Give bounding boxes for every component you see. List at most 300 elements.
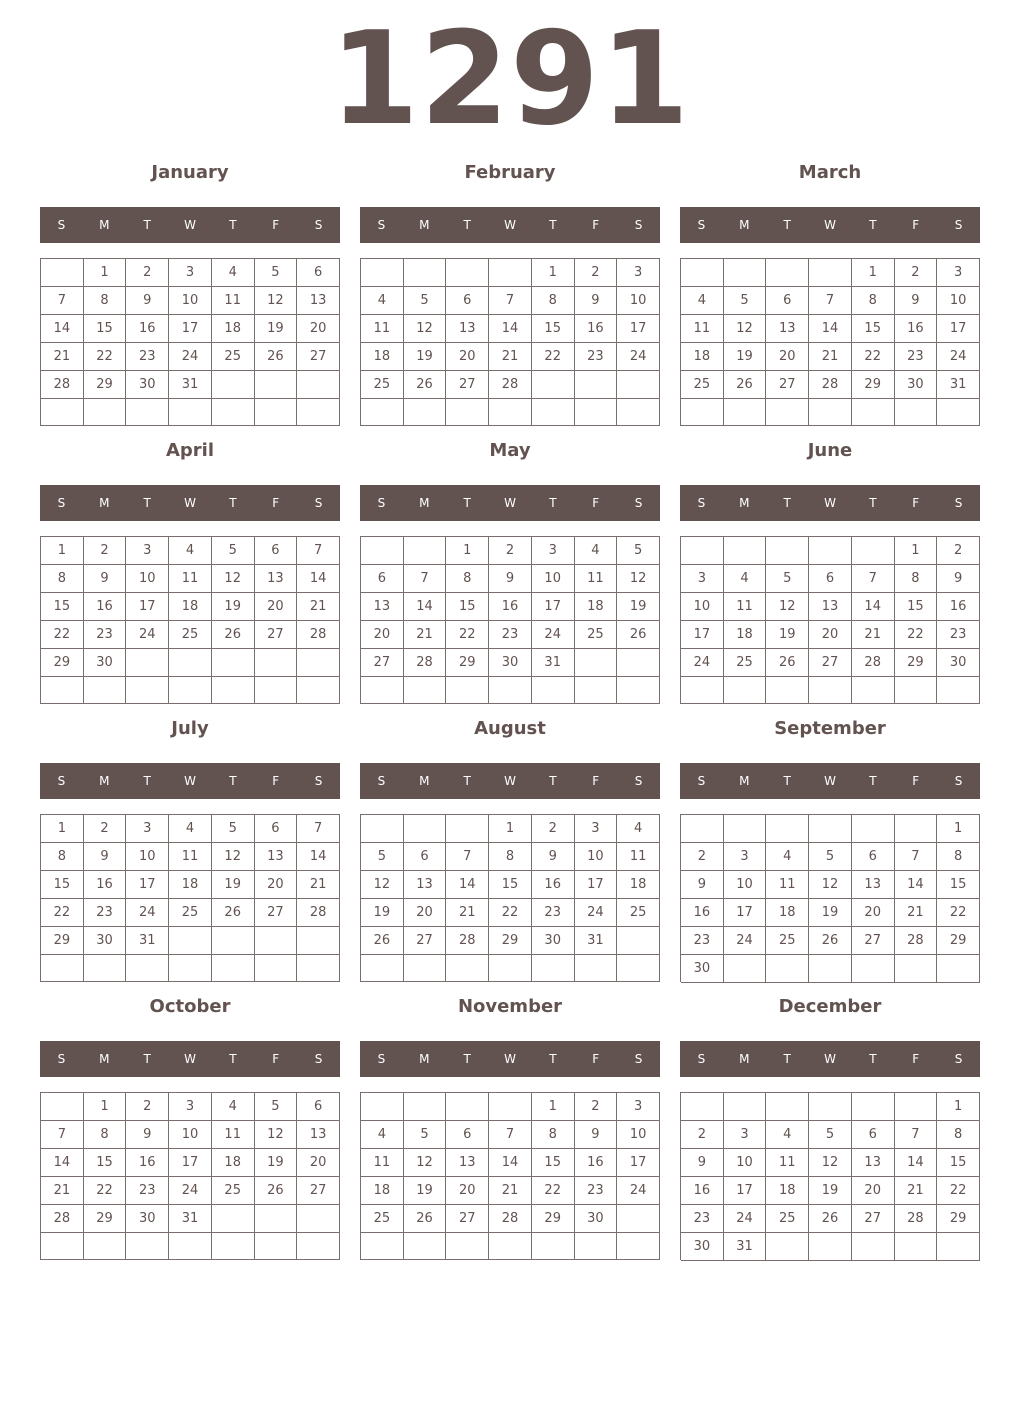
day-cell: 8 [84, 287, 127, 315]
day-cell: 18 [212, 1149, 255, 1177]
empty-day-cell [809, 259, 852, 287]
empty-day-cell [126, 677, 169, 704]
weekday-header: M [739, 496, 750, 510]
day-cell: 13 [809, 593, 852, 621]
day-cell: 29 [852, 371, 895, 399]
empty-day-cell [852, 537, 895, 565]
empty-day-cell [532, 955, 575, 982]
weekday-header: W [824, 496, 836, 510]
day-cell: 25 [361, 1205, 404, 1233]
empty-day-cell [895, 955, 938, 983]
day-cell: 24 [681, 649, 724, 677]
weekday-header: S [954, 218, 963, 232]
day-cell: 5 [361, 843, 404, 871]
day-cell: 1 [489, 815, 532, 843]
empty-day-cell [297, 1205, 340, 1233]
day-cell: 4 [766, 843, 809, 871]
day-cell: 26 [255, 343, 298, 371]
day-cell: 18 [681, 343, 724, 371]
empty-day-cell [41, 955, 84, 982]
day-cell: 8 [489, 843, 532, 871]
day-cell: 9 [895, 287, 938, 315]
day-cell: 19 [255, 1149, 298, 1177]
day-cell: 30 [681, 1233, 724, 1261]
day-cell: 2 [681, 1121, 724, 1149]
empty-day-cell [297, 371, 340, 399]
day-cell: 16 [126, 315, 169, 343]
day-cell: 25 [681, 371, 724, 399]
weekday-header: T [463, 496, 471, 510]
empty-day-cell [766, 677, 809, 704]
day-cell: 27 [852, 927, 895, 955]
day-cell: 11 [169, 565, 212, 593]
day-cell: 29 [532, 1205, 575, 1233]
day-cell: 8 [84, 1121, 127, 1149]
day-cell: 12 [255, 287, 298, 315]
day-cell: 4 [212, 1093, 255, 1121]
empty-day-cell [681, 259, 724, 287]
month-march [680, 156, 980, 426]
day-cell: 8 [895, 565, 938, 593]
day-cell: 8 [41, 565, 84, 593]
day-cell: 29 [446, 649, 489, 677]
day-cell: 26 [766, 649, 809, 677]
weekday-header: F [912, 1052, 920, 1066]
empty-day-cell [937, 399, 980, 426]
day-cell: 11 [681, 315, 724, 343]
day-cell: 21 [489, 343, 532, 371]
day-cell: 30 [84, 649, 127, 677]
day-cell: 24 [617, 343, 660, 371]
weekday-header: S [57, 774, 66, 788]
day-cell: 19 [212, 871, 255, 899]
day-cell: 9 [575, 1121, 618, 1149]
empty-day-cell [532, 399, 575, 426]
day-cell: 10 [126, 565, 169, 593]
day-cell: 9 [489, 565, 532, 593]
weekday-header: T [229, 774, 237, 788]
day-cell: 24 [617, 1177, 660, 1205]
day-cell: 21 [41, 1177, 84, 1205]
day-cell: 28 [41, 1205, 84, 1233]
empty-day-cell [404, 815, 447, 843]
day-cell: 15 [532, 1149, 575, 1177]
day-cell: 29 [41, 649, 84, 677]
empty-day-cell [852, 1093, 895, 1121]
day-cell: 20 [852, 899, 895, 927]
day-cell: 12 [404, 1149, 447, 1177]
weekday-header: F [912, 496, 920, 510]
empty-day-cell [895, 815, 938, 843]
day-cell: 15 [937, 871, 980, 899]
empty-day-cell [126, 649, 169, 677]
empty-day-cell [681, 677, 724, 704]
day-cell: 24 [575, 899, 618, 927]
day-cell: 24 [169, 1177, 212, 1205]
day-cell: 4 [361, 287, 404, 315]
day-cell: 9 [84, 843, 127, 871]
empty-day-cell [255, 955, 298, 982]
weekday-header: S [57, 218, 66, 232]
day-cell: 30 [575, 1205, 618, 1233]
empty-day-cell [852, 955, 895, 983]
day-cell: 24 [532, 621, 575, 649]
month-june [680, 434, 980, 704]
day-cell: 15 [489, 871, 532, 899]
day-cell: 28 [41, 371, 84, 399]
empty-day-cell [489, 1233, 532, 1260]
day-cell: 14 [41, 315, 84, 343]
weekday-header-bar [360, 485, 660, 521]
month-april [40, 434, 340, 704]
day-cell: 17 [126, 871, 169, 899]
day-cell: 30 [489, 649, 532, 677]
day-cell: 21 [297, 871, 340, 899]
day-cell: 24 [724, 1205, 767, 1233]
weekday-header: W [824, 218, 836, 232]
empty-day-cell [724, 537, 767, 565]
empty-day-cell [575, 399, 618, 426]
empty-day-cell [724, 399, 767, 426]
empty-day-cell [126, 399, 169, 426]
day-cell: 15 [446, 593, 489, 621]
empty-day-cell [809, 955, 852, 983]
weekday-header: T [229, 1052, 237, 1066]
day-cell: 6 [361, 565, 404, 593]
day-cell: 6 [255, 537, 298, 565]
day-cell: 18 [724, 621, 767, 649]
day-cell: 9 [575, 287, 618, 315]
weekday-header: S [57, 1052, 66, 1066]
weekday-header: W [824, 774, 836, 788]
weekday-header: M [419, 496, 430, 510]
weekday-header: M [99, 1052, 110, 1066]
day-cell: 27 [766, 371, 809, 399]
day-cell: 23 [681, 1205, 724, 1233]
empty-day-cell [724, 677, 767, 704]
day-cell: 31 [126, 927, 169, 955]
empty-day-cell [255, 649, 298, 677]
empty-day-cell [617, 371, 660, 399]
day-cell: 16 [895, 315, 938, 343]
day-cell: 11 [766, 1149, 809, 1177]
day-cell: 19 [809, 899, 852, 927]
month-name: June [807, 440, 853, 461]
month-name: November [457, 996, 563, 1017]
day-cell: 19 [212, 593, 255, 621]
day-cell: 21 [895, 1177, 938, 1205]
empty-day-cell [169, 677, 212, 704]
day-cell: 30 [126, 371, 169, 399]
empty-day-cell [575, 677, 618, 704]
month-december [680, 990, 980, 1260]
empty-day-cell [361, 259, 404, 287]
empty-day-cell [489, 677, 532, 704]
day-cell: 11 [169, 843, 212, 871]
day-cell: 5 [255, 1093, 298, 1121]
day-cell: 21 [895, 899, 938, 927]
empty-day-cell [766, 815, 809, 843]
empty-day-cell [446, 955, 489, 982]
day-cell: 12 [724, 315, 767, 343]
weekday-header: T [783, 218, 791, 232]
day-cell: 27 [255, 899, 298, 927]
empty-day-cell [404, 1093, 447, 1121]
day-cell: 26 [724, 371, 767, 399]
empty-day-cell [446, 399, 489, 426]
day-cell: 10 [169, 1121, 212, 1149]
weekday-header: S [954, 1052, 963, 1066]
weekday-header: T [783, 496, 791, 510]
day-cell: 5 [404, 287, 447, 315]
weekday-header-bar [40, 485, 340, 521]
empty-day-cell [255, 1205, 298, 1233]
day-cell: 22 [532, 1177, 575, 1205]
weekday-header: M [99, 218, 110, 232]
day-cell: 25 [361, 371, 404, 399]
month-september [680, 712, 980, 982]
day-cell: 12 [766, 593, 809, 621]
empty-day-cell [852, 399, 895, 426]
empty-day-cell [297, 1233, 340, 1260]
day-cell: 8 [532, 287, 575, 315]
day-cell: 7 [489, 287, 532, 315]
day-cell: 10 [681, 593, 724, 621]
weekday-header: T [143, 774, 151, 788]
empty-day-cell [617, 927, 660, 955]
day-cell: 25 [169, 621, 212, 649]
day-cell: 14 [895, 1149, 938, 1177]
day-cell: 19 [766, 621, 809, 649]
day-cell: 7 [852, 565, 895, 593]
day-cell: 28 [895, 1205, 938, 1233]
day-cell: 27 [404, 927, 447, 955]
day-cell: 3 [617, 1093, 660, 1121]
day-cell: 7 [41, 287, 84, 315]
day-cell: 16 [532, 871, 575, 899]
empty-day-cell [84, 677, 127, 704]
weekday-header-bar [40, 763, 340, 799]
day-cell: 3 [681, 565, 724, 593]
weekday-header: M [419, 774, 430, 788]
day-cell: 18 [575, 593, 618, 621]
day-cell: 20 [809, 621, 852, 649]
day-cell: 14 [41, 1149, 84, 1177]
day-cell: 21 [852, 621, 895, 649]
day-cell: 20 [297, 315, 340, 343]
day-cell: 1 [895, 537, 938, 565]
month-name: February [464, 162, 556, 183]
weekday-header: F [592, 496, 600, 510]
day-cell: 22 [84, 343, 127, 371]
weekday-header-bar [40, 1041, 340, 1077]
weekday-header: S [634, 218, 643, 232]
day-cell: 20 [297, 1149, 340, 1177]
day-cell: 27 [852, 1205, 895, 1233]
day-cell: 6 [297, 1093, 340, 1121]
day-cell: 5 [809, 1121, 852, 1149]
day-cell: 21 [41, 343, 84, 371]
empty-day-cell [297, 399, 340, 426]
weekday-header: W [184, 1052, 196, 1066]
day-cell: 13 [446, 315, 489, 343]
day-cell: 28 [489, 1205, 532, 1233]
day-cell: 31 [532, 649, 575, 677]
empty-day-cell [895, 1093, 938, 1121]
day-cell: 13 [404, 871, 447, 899]
day-cell: 19 [404, 343, 447, 371]
weekday-header: S [377, 218, 386, 232]
day-cell: 16 [681, 1177, 724, 1205]
day-cell: 12 [212, 843, 255, 871]
day-cell: 4 [724, 565, 767, 593]
day-cell: 15 [41, 593, 84, 621]
empty-day-cell [724, 259, 767, 287]
empty-day-cell [84, 399, 127, 426]
empty-day-cell [809, 677, 852, 704]
weekday-header: M [739, 774, 750, 788]
day-cell: 24 [724, 927, 767, 955]
weekday-header: T [463, 218, 471, 232]
day-cell: 9 [937, 565, 980, 593]
weekday-header: T [869, 1052, 877, 1066]
weekday-header: S [314, 218, 323, 232]
weekday-header: F [592, 218, 600, 232]
day-cell: 9 [126, 287, 169, 315]
day-grid [40, 536, 340, 704]
day-cell: 25 [724, 649, 767, 677]
day-cell: 23 [937, 621, 980, 649]
day-cell: 10 [724, 1149, 767, 1177]
day-grid [360, 258, 660, 426]
empty-day-cell [361, 1233, 404, 1260]
empty-day-cell [575, 371, 618, 399]
empty-day-cell [937, 677, 980, 704]
day-cell: 13 [446, 1149, 489, 1177]
day-cell: 16 [489, 593, 532, 621]
weekday-header: F [272, 774, 280, 788]
day-cell: 2 [681, 843, 724, 871]
day-cell: 18 [766, 899, 809, 927]
empty-day-cell [169, 1233, 212, 1260]
month-july [40, 712, 340, 982]
day-cell: 27 [297, 343, 340, 371]
day-cell: 1 [41, 815, 84, 843]
day-cell: 12 [255, 1121, 298, 1149]
weekday-header: W [504, 774, 516, 788]
empty-day-cell [532, 1233, 575, 1260]
day-cell: 16 [84, 871, 127, 899]
empty-day-cell [297, 927, 340, 955]
day-cell: 12 [809, 1149, 852, 1177]
day-cell: 25 [766, 1205, 809, 1233]
empty-day-cell [297, 955, 340, 982]
empty-day-cell [126, 955, 169, 982]
day-cell: 12 [809, 871, 852, 899]
weekday-header: S [697, 218, 706, 232]
month-may [360, 434, 660, 704]
day-cell: 19 [361, 899, 404, 927]
empty-day-cell [41, 1233, 84, 1260]
day-cell: 22 [852, 343, 895, 371]
empty-day-cell [809, 399, 852, 426]
day-cell: 2 [895, 259, 938, 287]
day-cell: 13 [852, 1149, 895, 1177]
weekday-header: T [463, 774, 471, 788]
day-cell: 14 [489, 315, 532, 343]
day-cell: 21 [489, 1177, 532, 1205]
day-cell: 2 [489, 537, 532, 565]
day-cell: 22 [532, 343, 575, 371]
weekday-header-bar [360, 763, 660, 799]
day-cell: 1 [532, 1093, 575, 1121]
day-cell: 2 [126, 1093, 169, 1121]
empty-day-cell [532, 677, 575, 704]
empty-day-cell [212, 371, 255, 399]
day-cell: 31 [169, 371, 212, 399]
day-cell: 25 [169, 899, 212, 927]
empty-day-cell [361, 1093, 404, 1121]
empty-day-cell [617, 649, 660, 677]
day-cell: 29 [41, 927, 84, 955]
day-cell: 1 [532, 259, 575, 287]
day-cell: 14 [446, 871, 489, 899]
day-cell: 21 [404, 621, 447, 649]
day-cell: 20 [766, 343, 809, 371]
weekday-header-bar [680, 1041, 980, 1077]
day-cell: 11 [724, 593, 767, 621]
day-cell: 1 [446, 537, 489, 565]
day-grid [360, 1092, 660, 1260]
day-cell: 15 [532, 315, 575, 343]
day-cell: 26 [361, 927, 404, 955]
month-grid [40, 156, 980, 1260]
day-cell: 29 [937, 1205, 980, 1233]
day-cell: 12 [361, 871, 404, 899]
day-cell: 8 [937, 1121, 980, 1149]
day-cell: 17 [169, 1149, 212, 1177]
empty-day-cell [489, 1093, 532, 1121]
empty-day-cell [766, 1093, 809, 1121]
day-cell: 2 [126, 259, 169, 287]
day-cell: 4 [169, 815, 212, 843]
weekday-header: T [549, 1052, 557, 1066]
empty-day-cell [617, 677, 660, 704]
day-cell: 28 [809, 371, 852, 399]
empty-day-cell [809, 815, 852, 843]
day-cell: 13 [255, 843, 298, 871]
day-cell: 12 [212, 565, 255, 593]
day-cell: 5 [809, 843, 852, 871]
empty-day-cell [852, 677, 895, 704]
day-cell: 23 [84, 899, 127, 927]
day-cell: 25 [212, 1177, 255, 1205]
day-cell: 15 [937, 1149, 980, 1177]
day-cell: 16 [575, 315, 618, 343]
day-cell: 31 [937, 371, 980, 399]
day-cell: 16 [681, 899, 724, 927]
day-cell: 16 [126, 1149, 169, 1177]
month-name: May [489, 440, 531, 461]
day-cell: 28 [852, 649, 895, 677]
day-cell: 22 [446, 621, 489, 649]
day-cell: 26 [809, 1205, 852, 1233]
day-cell: 5 [404, 1121, 447, 1149]
day-cell: 26 [212, 899, 255, 927]
day-cell: 6 [446, 1121, 489, 1149]
empty-day-cell [169, 399, 212, 426]
empty-day-cell [255, 677, 298, 704]
